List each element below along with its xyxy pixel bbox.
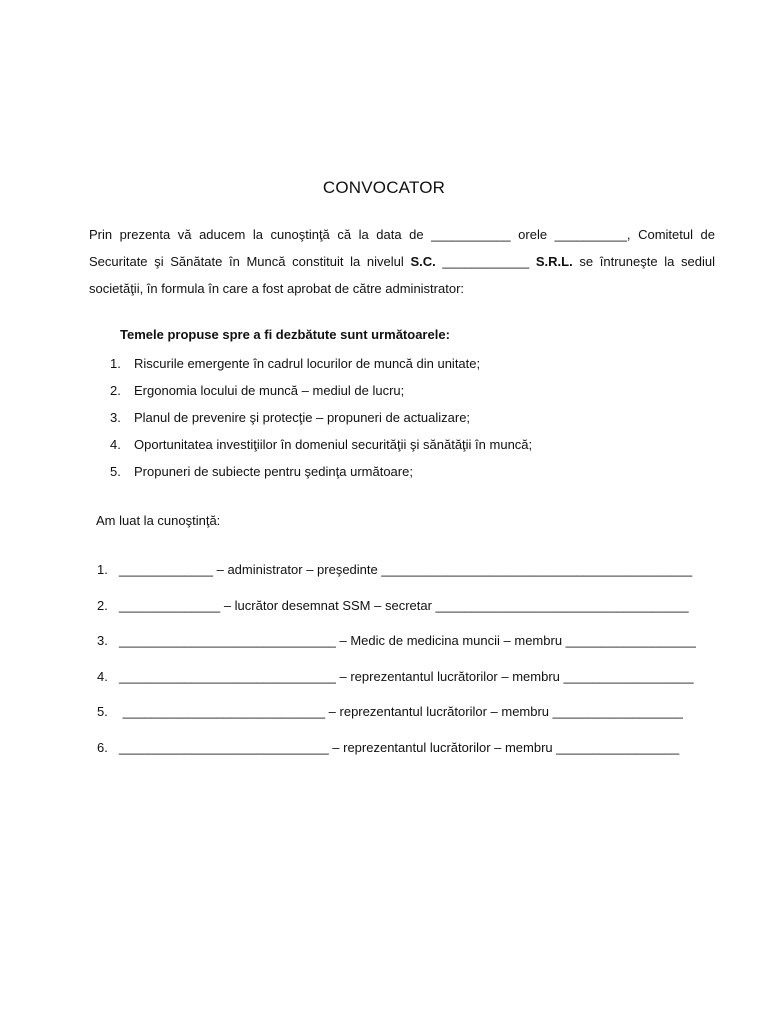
company-name-blank: ____________	[435, 254, 536, 269]
topic-item	[110, 431, 532, 458]
topic-text: Oportunitatea investiţiilor în domeniul securităţii şi sănătăţii în muncă;	[134, 437, 533, 452]
signature-line	[97, 557, 696, 593]
signature-number: 5.	[97, 704, 108, 719]
topic-item	[110, 458, 532, 485]
signature-number: 2.	[97, 597, 108, 613]
signature-text: _____________________________ – reprezentantul lucrătorilor – membru _________________	[119, 739, 680, 755]
signature-line	[97, 735, 696, 771]
topics-list	[110, 350, 532, 485]
signature-text: _____________ – administrator – preşedinte ___________________________________________	[119, 562, 693, 577]
company-suffix: S.R.L.	[535, 254, 573, 269]
signature-text: ______________________________ – Medic de medicina muncii – membru __________________	[119, 633, 696, 648]
topic-number: 3.	[110, 410, 121, 425]
signature-line	[97, 664, 696, 700]
signature-text: ______________________________ – reprezentantul lucrătorilor – membru __________________	[119, 668, 694, 684]
topic-text: Ergonomia locului de muncă – mediul de lucru;	[134, 383, 405, 398]
topic-number: 5.	[110, 464, 121, 479]
intro-paragraph	[89, 221, 715, 302]
signature-line	[97, 628, 696, 664]
signature-number: 4.	[97, 668, 108, 684]
topic-number: 4.	[110, 437, 121, 452]
topic-number: 2.	[110, 383, 121, 398]
topics-heading: Temele propuse spre a fi dezbătute sunt următoarele:	[120, 327, 450, 342]
signature-line	[97, 593, 696, 629]
topic-text: Propuneri de subiecte pentru şedinţa următoare;	[134, 464, 413, 479]
document-title: CONVOCATOR	[322, 178, 446, 197]
signature-number: 1.	[97, 562, 108, 577]
signature-number: 6.	[97, 739, 108, 755]
intro-text-part2: se întruneşte la sediul societăţii, în formula în care a fost aprobat de către administrator:	[89, 254, 716, 296]
topic-text: Planul de prevenire şi protecţie – propuneri de actualizare;	[134, 410, 471, 425]
signature-text: ______________ – lucrător desemnat SSM – secretar ___________________________________	[119, 597, 689, 613]
intro-text-part1: Prin prezenta vă aducem la cunoştinţă că la data de ___________ orele __________, Comitetul de Securitate şi Sănătate în Muncă constituit la nivelul	[89, 227, 715, 269]
topic-item	[110, 350, 532, 377]
signature-number: 3.	[97, 633, 108, 648]
signature-line	[97, 699, 696, 735]
topic-number: 1.	[110, 356, 121, 371]
company-prefix: S.C.	[410, 254, 436, 269]
signature-list	[97, 557, 696, 770]
topic-item	[110, 377, 532, 404]
signature-text: ____________________________ – reprezentantul lucrătorilor – membru __________________	[119, 704, 683, 719]
topic-text: Riscurile emergente în cadrul locurilor de muncă din unitate;	[134, 356, 481, 371]
acknowledgement-heading: Am luat la cunoştinţă:	[96, 513, 221, 528]
topic-item	[110, 404, 532, 431]
